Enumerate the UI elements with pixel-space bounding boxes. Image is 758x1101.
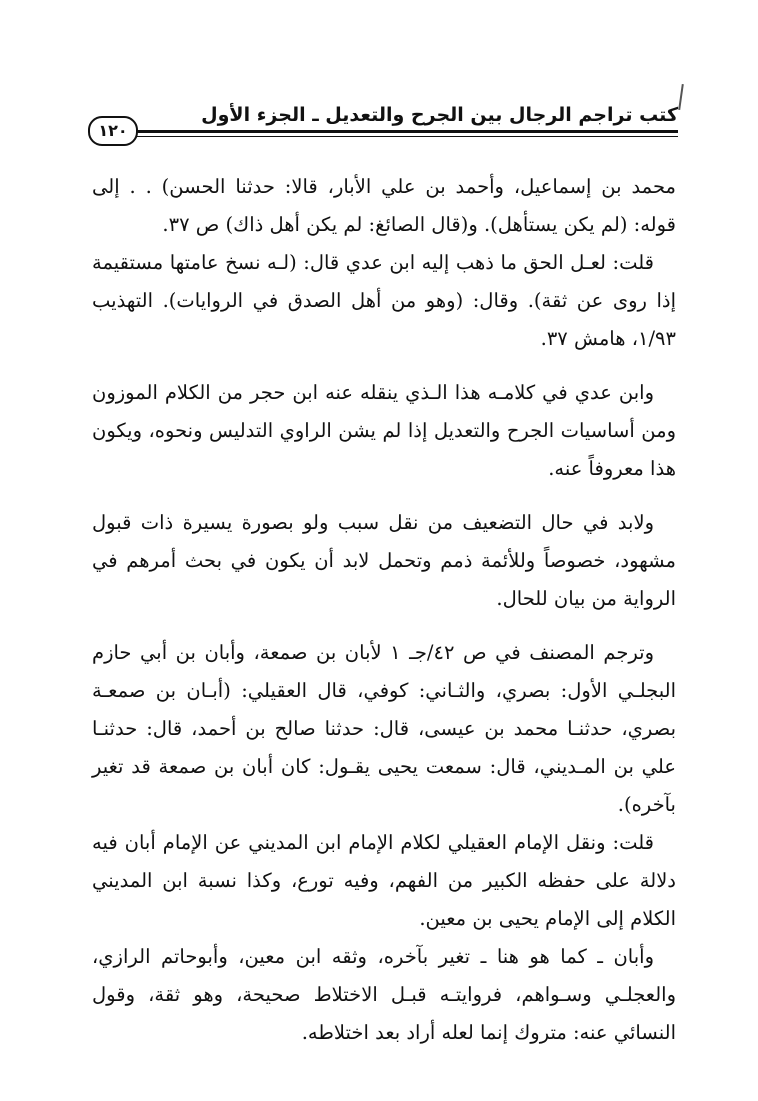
paragraph-5: وترجم المصنف في ص ٤٢/جـ ١ لأبان بن صمعة، وأبان بن أبي حازم البجلـي الأول: بصري، والثـاني: كوفي، قال العقيلي: (أبـان بن صمعـة بصري، حدثنـا محمد بن عيسى، قال: حدثنا صالح بن أحمد، قال: حدثنـا علي بن المـديني، قال: سمعت يحيى يقـول: كان أبان بن صمعة قد تغير بآخره).	[92, 641, 676, 816]
paragraph-3: وابن عدي في كلامـه هذا الـذي ينقله عنه ابن حجر من الكلام الموزون ومن أساسيات الجرح والتعديل إذا لم يشن الراوي التدليس ونحوه، ويكون هذا معروفاً عنه.	[92, 381, 676, 480]
page-header	[88, 92, 678, 152]
running-title: كتب تراجم الرجال بين الجرح والتعديل ـ الجزء الأول	[201, 104, 678, 126]
paragraph-2: قلت: لعـل الحق ما ذهب إليه ابن عدي قال: (لـه نسخ عامتها مستقيمة إذا روى عن ثقة). وقال: (وهو من أهل الصدق في الروايات). التهذيب ١/٩٣، هامش ٣٧.	[92, 251, 676, 350]
header-rule	[96, 130, 678, 133]
paragraph-7: وأبان ـ كما هو هنا ـ تغير بآخره، وثقه ابن معين، وأبوحاتم الرازي، والعجلـي وسـواهم، فروايتـه قبـل الاختلاط صحيحة، وهو ثقة، وقول النسائي عنه: متروك إنما لعله أراد بعد اختلاطه.	[92, 945, 676, 1044]
paragraph-4: ولابد في حال التضعيف من نقل سبب ولو بصورة يسيرة ذات قبول مشهود، خصوصاً وللأئمة ذمم وتحمل لابد أن يكون في بحث أمرهم في الرواية من بيان للحال.	[92, 511, 676, 610]
page-number: ١٢٠	[88, 116, 138, 146]
header-rule-thin	[96, 136, 678, 137]
paragraph-6: قلت: ونقل الإمام العقيلي لكلام الإمام ابن المديني عن الإمام أبان فيه دلالة على حفظه الكبير من الفهم، وفيه تورع، وكذا نسبة ابن المديني الكلام إلى الإمام يحيى بن معين.	[92, 831, 676, 930]
body-text	[92, 168, 676, 1052]
corner-mark	[678, 84, 684, 110]
paragraph-1: محمد بن إسماعيل، وأحمد بن علي الأبار، قالا: حدثنا الحسن) . . إلى قوله: (لم يكن يستأهل). و(قال الصائغ: لم يكن أهل ذاك) ص ٣٧.	[92, 175, 676, 236]
